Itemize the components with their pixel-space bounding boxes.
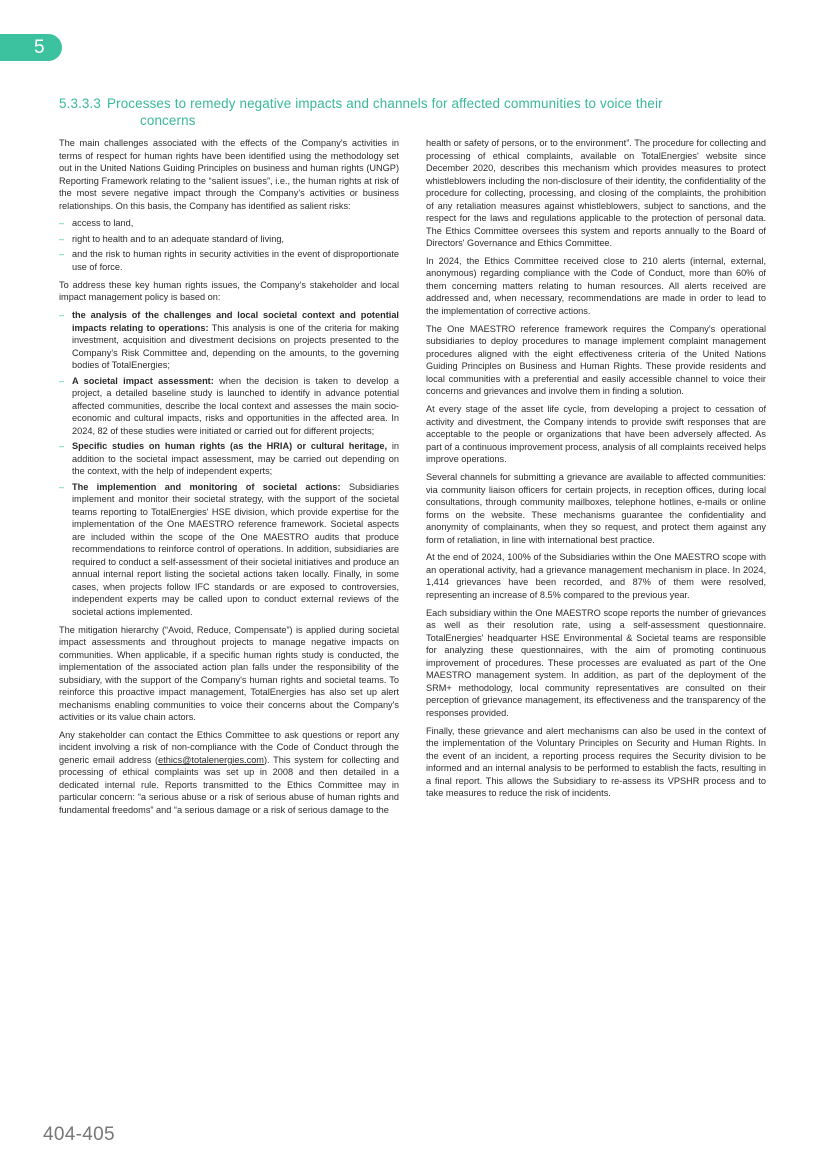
list-item — [59, 248, 399, 273]
paragraph: The One MAESTRO reference framework requires the Company's operational subsidiaries to deploy procedures to manage implement complaint management procedures aligned with the eight effectiveness criteria of the United Nations Guiding Principles on Business and Human Rights. These provide residents and local communities with a preferential and easily accessible channel to voice their concerns and grievances and involve them in finding a solution. — [426, 323, 766, 397]
list-item — [59, 481, 399, 619]
ethics-email-link[interactable]: ethics@totalenergies.com — [158, 754, 264, 765]
list-item-text: when the decision is taken to develop a project, a detailed baseline study is launched to identify in advance potential affected communities, describe the local context and assesses the main socio-economic and cultural impacts, risks and opportunities in the affected area. In 2024, 82 of these studies were initiated or carried out for different projects; — [72, 375, 399, 436]
dash-bullet: – — [59, 481, 65, 492]
paragraph: health or safety of persons, or to the environment”. The procedure for collecting and processing of ethical complaints, available on TotalEnergies' website since December 2020, describes this mechanism which provides measures to protect whistleblowers including the non-disclosure of their identity, the confidentiality of the procedure for collecting, processing, and closing of the complaints, the prohibition of any retaliation measures against whistleblowers, subject to sanctions, and the respect for the laws and regulations applicable to the protection of personal data. The Ethics Committee oversees this system and reports annually to the Board of Directors' Governance and Ethics Committee. — [426, 138, 766, 248]
list-item — [59, 217, 399, 230]
paragraph: Several channels for submitting a grievance are available to affected communities: via community liaison officers for certain projects, in reception offices, during local consultations, through community mailboxes, telephone hotlines, e-mails or online forms on the website. These mechanisms guarantee the confidentiality and anonymity of complainants, when they so request, and protect them against any form of retaliation, in line with international best practice. — [426, 472, 766, 545]
section-title-line2: concerns — [140, 113, 196, 128]
dash-bullet: – — [59, 218, 65, 229]
list-item — [59, 440, 399, 478]
paragraph: Finally, these grievance and alert mechanisms can also be used in the context of the implementation of the Voluntary Principles on Security and Human Rights. In the event of an incident, a reporting process requires the Security division to be informed and an internal analysis to be performed to establish the facts, resulting in a final report. This allows the Subsidiary to re-assess its VPSHR process and to take measures to reduce the risk of incidents. — [426, 725, 766, 799]
chapter-number: 5 — [34, 37, 45, 58]
dash-bullet: – — [59, 441, 65, 452]
list-item-heading: the analysis of the challenges and local societal context and potential impacts relating to operations: — [72, 310, 399, 333]
policy-list — [59, 309, 399, 618]
section-title — [59, 95, 769, 129]
list-item — [59, 233, 399, 246]
list-item-text: right to health and to an adequate standard of living, — [72, 233, 284, 244]
left-column — [59, 137, 399, 822]
list-item-heading: Specific studies on human rights (as the HRIA) or cultural heritage, — [72, 441, 388, 452]
paragraph-text: ). This system for collecting and processing of ethical complaints was set up in 2008 and then detailed in a dedicated internal rule. Reports transmitted to the Ethics Committee may in particular concern: “a serious abuse or a risk of serious abuse of human rights and fundamental freedoms” and “a serious damage or a risk of serious damage to the — [59, 754, 399, 815]
chapter-tab — [0, 34, 62, 61]
section-number: 5.3.3.3 — [59, 96, 101, 111]
paragraph: Each subsidiary within the One MAESTRO scope reports the number of grievances as well as their resolution rate, using a self-assessment questionnaire. TotalEnergies' headquarter HSE Environmental & Societal teams are responsible for analyzing these questionnaires, with the aim of promoting continuous improvement of procedures. These processes are evaluated as part of the One MAESTRO management system. In addition, as part of the deployment of the SRM+ methodology, local community representatives are consulted on their perception of grievance management, its effectiveness and the transparency of the responses provided. — [426, 607, 766, 718]
dash-bullet: – — [59, 310, 65, 321]
paragraph: To address these key human rights issues, the Company's stakeholder and local impact management policy is based on: — [59, 279, 399, 303]
right-column — [426, 137, 766, 805]
list-item-heading: A societal impact assessment: — [72, 375, 214, 386]
dash-bullet: – — [59, 375, 65, 386]
list-item-text: in addition to the societal impact assessment, may be carried out depending on the context, with the help of independent experts; — [72, 441, 399, 477]
section-title-line1: Processes to remedy negative impacts and channels for affected communities to voice their — [107, 96, 663, 111]
paragraph: The main challenges associated with the effects of the Company's activities in terms of respect for human rights have been identified using the methodology set out in the United Nations Guiding Principles on business and human rights (UNGP) Reporting Framework relating to the “salient issues”, i.e., the human rights at risk of the most severe negative impact through the Company's activities or business relationships. On this basis, the Company has identified as salient risks: — [59, 138, 399, 211]
list-item-heading: The implemention and monitoring of societal actions: — [72, 481, 341, 492]
paragraph: At the end of 2024, 100% of the Subsidiaries within the One MAESTRO scope with an operational activity, had a grievance management mechanism in place. In 2024, 1,414 grievances have been recorded, and 87% of them were resolved, representing an increase of 8.5% compared to the previous year. — [426, 552, 766, 600]
paragraph: The mitigation hierarchy (“Avoid, Reduce, Compensate”) is applied during societal impact assessments and throughout projects to manage negative impacts on communities. When applicable, if a specific human rights study is conducted, the implementation of the associated action plan falls under the responsibility of the subsidiary, with the support of the Company's human rights and societal teams. To reinforce this proactive impact management, TotalEnergies has also set up alert mechanisms enabling communities to voice their concerns about the Company's activities or its value chain actors. — [59, 624, 399, 723]
list-item — [59, 375, 399, 438]
page-number: 404-405 — [43, 1124, 115, 1145]
paragraph: At every stage of the asset life cycle, from developing a project to cessation of activity and divestment, the Company intends to provide swift responses that are acceptable to the people or organizations that have been adversely affected. As part of a continuous improvement process, analysis of all complaints received helps improve operations. — [426, 404, 766, 465]
list-item — [59, 309, 399, 372]
list-item-text: access to land, — [72, 218, 134, 229]
dash-bullet: – — [59, 249, 65, 260]
list-item-text: Subsidiaries implement and monitor their societal strategy, with the support of the societal teams reporting to TotalEnergies' HSE division, which provide expertise for the implementation of the One MAESTRO reference framework. Societal aspects are included within the scope of the One MAESTRO audits that produce recommendations to reinforce control of operations. In addition, subsidiaries are required to conduct a self-assessment of their societal initiatives and produce an annual internal report listing the societal actions taken locally. Finally, in some cases, when projects follow IFC standards or are exposed to controversies, independent experts may be called upon to conduct external reviews of the societal actions implemented. — [72, 481, 399, 617]
paragraph-text: Any stakeholder can contact the Ethics Committee to ask questions or report any incident involving a risk of non-compliance with the Code of Conduct through the generic email address ( — [59, 729, 399, 765]
paragraph — [59, 729, 399, 817]
paragraph: In 2024, the Ethics Committee received close to 210 alerts (internal, external, anonymous) regarding compliance with the Code of Conduct, more than 60% of them concerning matters relating to human resources. All alerts received are addressed and, when necessary, recommendations are made in order to lead to the implementation of corrective actions. — [426, 255, 766, 316]
list-item-text: and the risk to human rights in security activities in the event of disproportionate use of force. — [72, 249, 399, 272]
dash-bullet: – — [59, 233, 65, 244]
salient-risks-list — [59, 217, 399, 273]
list-item-text: This analysis is one of the criteria for making investment, acquisition and divestment decisions on projects presented to the Company's Risk Committee and, depending on the amounts, to the governing bodies of TotalEnergies; — [72, 322, 399, 371]
